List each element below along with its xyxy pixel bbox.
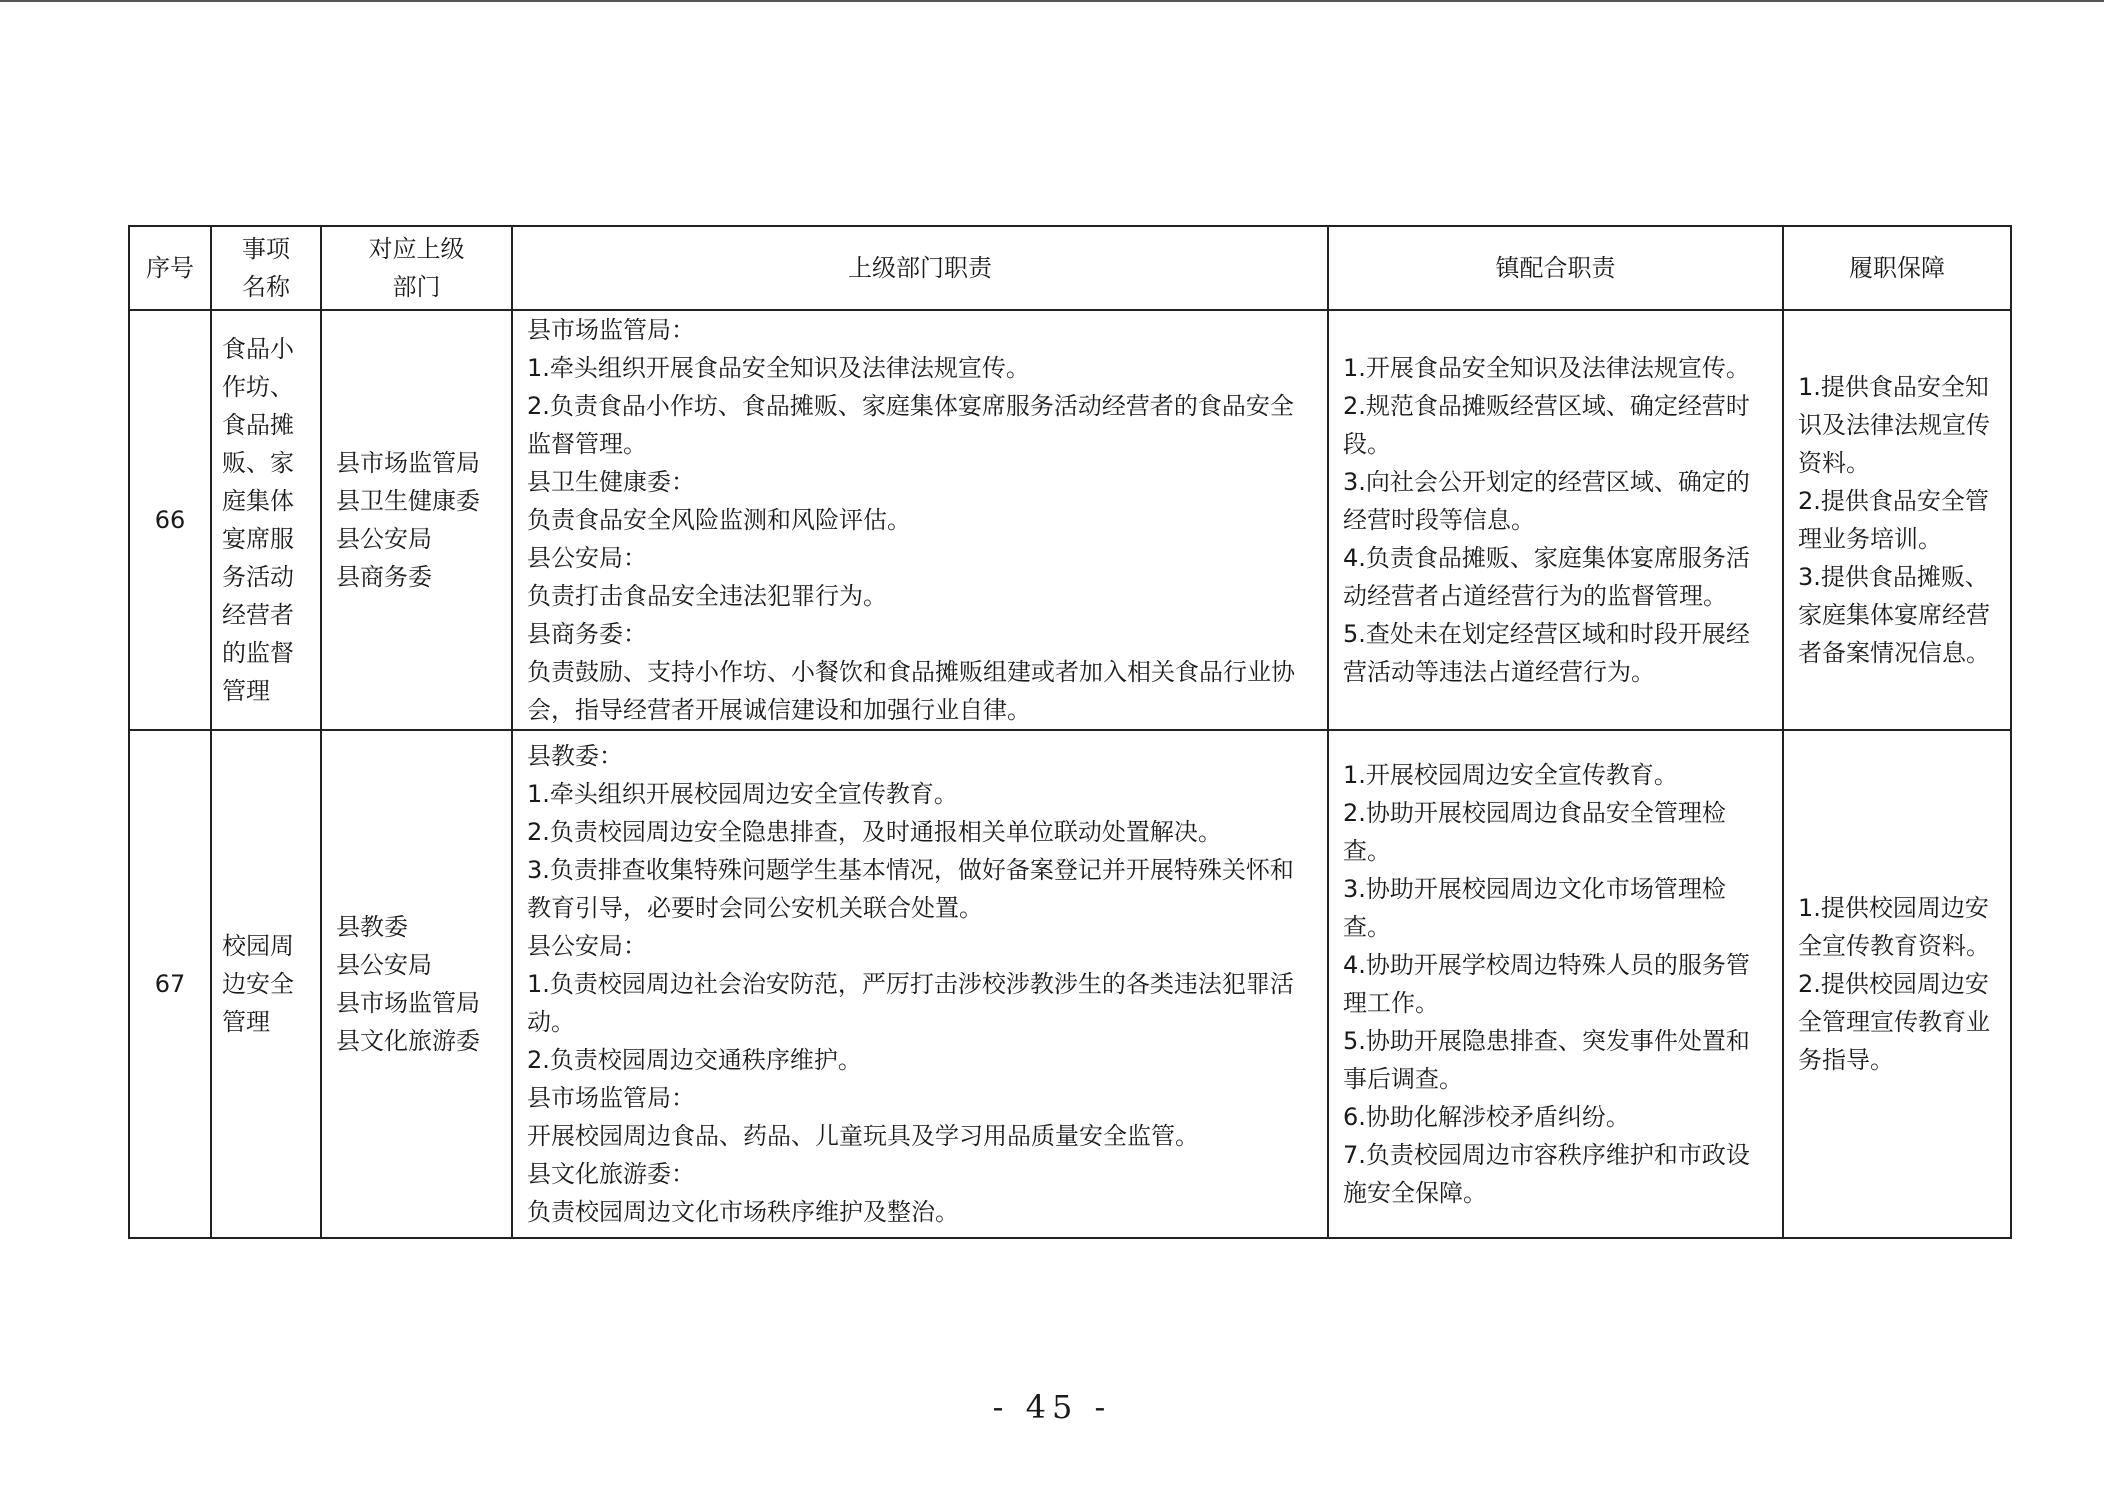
duty-line: 1.牵头组织开展校园周边安全宣传教育。 — [527, 780, 958, 808]
table-header-row — [129, 226, 2011, 310]
duty-line: 负责校园周边文化市场秩序维护及整治。 — [527, 1198, 959, 1226]
guarantee — [1783, 730, 2011, 1238]
duty-line: 县卫生健康委： — [527, 468, 695, 496]
guarantee-line: 2.提供食品安全管理业务培训。 — [1798, 487, 1989, 553]
duty-line: 县商务委： — [527, 620, 647, 648]
header-town-duties: 镇配合职责 — [1328, 226, 1783, 310]
department-line: 县文化旅游委 — [336, 1027, 480, 1055]
town-duty-line: 4.协助开展学校周边特殊人员的服务管理工作。 — [1343, 951, 1750, 1017]
guarantee-line: 1.提供食品安全知识及法律法规宣传资料。 — [1798, 373, 1990, 477]
superior-departments — [321, 310, 512, 730]
town-duty-line: 7.负责校园周边市容秩序维护和市政设施安全保障。 — [1343, 1141, 1750, 1207]
header-item-name-line: 名称 — [242, 273, 290, 301]
town-duty-line: 6.协助化解涉校矛盾纠纷。 — [1343, 1103, 1630, 1131]
department-line: 县商务委 — [336, 563, 432, 591]
duty-line: 县公安局： — [527, 544, 647, 572]
header-superior-dept — [321, 226, 512, 310]
row-index: 67 — [129, 730, 211, 1238]
department-line: 县公安局 — [336, 951, 432, 979]
department-line: 县教委 — [336, 913, 408, 941]
page-number: - 45 - — [992, 1388, 1112, 1426]
item-name: 校园周边安全管理 — [211, 730, 321, 1238]
town-duty-line: 3.向社会公开划定的经营区域、确定的经营时段等信息。 — [1343, 468, 1750, 534]
town-duty-line: 3.协助开展校园周边文化市场管理检查。 — [1343, 875, 1726, 941]
duty-line: 2.负责校园周边安全隐患排查，及时通报相关单位联动处置解决。 — [527, 818, 1222, 846]
duty-line: 3.负责排查收集特殊问题学生基本情况，做好备案登记并开展特殊关怀和教育引导，必要时会同公安机关联合处置。 — [527, 856, 1294, 922]
town-duty-line: 2.规范食品摊贩经营区域、确定经营时段。 — [1343, 392, 1750, 458]
guarantee-line: 3.提供食品摊贩、家庭集体宴席经营者备案情况信息。 — [1798, 563, 1990, 667]
duty-line: 1.牵头组织开展食品安全知识及法律法规宣传。 — [527, 354, 1030, 382]
town-duty-line: 5.协助开展隐患排查、突发事件处置和事后调查。 — [1343, 1027, 1750, 1093]
town-duty-line: 1.开展食品安全知识及法律法规宣传。 — [1343, 354, 1750, 382]
duty-line: 负责打击食品安全违法犯罪行为。 — [527, 582, 887, 610]
row-index: 66 — [129, 310, 211, 730]
town-duty-line: 5.查处未在划定经营区域和时段开展经营活动等违法占道经营行为。 — [1343, 620, 1750, 686]
header-index: 序号 — [129, 226, 211, 310]
header-item-name — [211, 226, 321, 310]
header-superior-dept-line: 部门 — [392, 273, 441, 301]
item-name: 食品小作坊、食品摊贩、家庭集体宴席服务活动经营者的监督管理 — [211, 310, 321, 730]
superior-duties — [512, 310, 1328, 730]
superior-duties — [512, 730, 1328, 1238]
department-line: 县市场监管局 — [336, 989, 480, 1017]
table-row — [129, 310, 2011, 730]
duty-line: 负责鼓励、支持小作坊、小餐饮和食品摊贩组建或者加入相关食品行业协会，指导经营者开展诚信建设和加强行业自律。 — [527, 658, 1295, 724]
table-row — [129, 730, 2011, 1238]
duty-line: 县公安局： — [527, 932, 647, 960]
guarantee-line: 2.提供校园周边安全管理宣传教育业务指导。 — [1798, 970, 1990, 1074]
header-superior-dept-line: 对应上级 — [368, 235, 465, 263]
town-duty-line: 2.协助开展校园周边食品安全管理检查。 — [1343, 799, 1726, 865]
page-top-rule — [0, 0, 2104, 2]
duty-line: 县市场监管局： — [527, 1084, 695, 1112]
town-duties — [1328, 730, 1783, 1238]
duty-line: 县文化旅游委： — [527, 1160, 695, 1188]
header-item-name-line: 事项 — [242, 235, 290, 263]
town-duty-line: 1.开展校园周边安全宣传教育。 — [1343, 761, 1678, 789]
duty-line: 开展校园周边食品、药品、儿童玩具及学习用品质量安全监管。 — [527, 1122, 1199, 1150]
duty-line: 1.负责校园周边社会治安防范，严厉打击涉校涉教涉生的各类违法犯罪活动。 — [527, 970, 1294, 1036]
duty-line: 2.负责校园周边交通秩序维护。 — [527, 1046, 862, 1074]
department-line: 县市场监管局 — [336, 449, 480, 477]
duty-line: 县教委： — [527, 742, 623, 770]
header-superior-duties: 上级部门职责 — [512, 226, 1328, 310]
duty-line: 2.负责食品小作坊、食品摊贩、家庭集体宴席服务活动经营者的食品安全监督管理。 — [527, 392, 1294, 458]
header-guarantee: 履职保障 — [1783, 226, 2011, 310]
duty-line: 县市场监管局： — [527, 316, 695, 344]
superior-departments — [321, 730, 512, 1238]
duty-table — [128, 225, 2012, 1239]
duty-line: 负责食品安全风险监测和风险评估。 — [527, 506, 911, 534]
guarantee-line: 1.提供校园周边安全宣传教育资料。 — [1798, 894, 1990, 960]
town-duty-line: 4.负责食品摊贩、家庭集体宴席服务活动经营者占道经营行为的监督管理。 — [1343, 544, 1750, 610]
guarantee — [1783, 310, 2011, 730]
town-duties — [1328, 310, 1783, 730]
department-line: 县公安局 — [336, 525, 432, 553]
department-line: 县卫生健康委 — [336, 487, 480, 515]
